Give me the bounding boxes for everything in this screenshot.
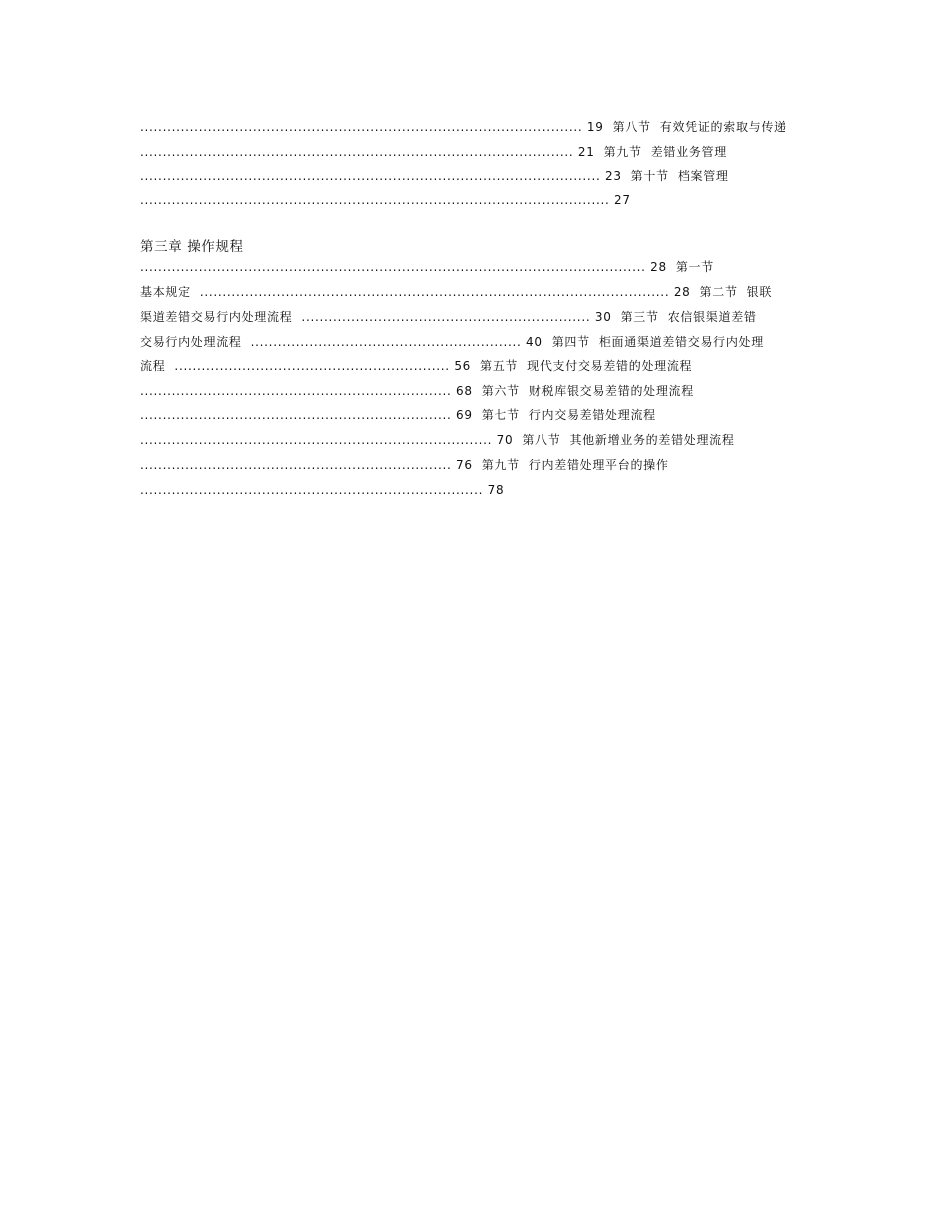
toc-line: ..................................................................... 76 第九节 行内差错处理平台的操作 <box>140 458 669 472</box>
toc-line: 渠道差错交易行内处理流程 ................................................................ 30 第三节 农信银渠道差错 <box>140 310 757 324</box>
toc-line: .............................................................................. 70 第八节 其他新增业务的差错处理流程 <box>140 433 735 447</box>
toc-line: ................................................................................................................ 28 第一节 <box>140 260 714 274</box>
toc-line: .................................................................................................. 19 第八节 有效凭证的索取与传递 <box>140 120 787 134</box>
toc-line: ...................................................................................................... 23 第十节 档案管理 <box>140 169 729 183</box>
toc-line: ............................................................................ 78 <box>140 483 505 497</box>
toc-line: 基本规定 ........................................................................................................ 28 第二节 银联 <box>140 285 773 299</box>
toc-line: 交易行内处理流程 ............................................................ 40 第四节 柜面通渠道差错交易行内处理 <box>140 335 764 349</box>
chapter-heading: 第三章 操作规程 <box>140 239 244 255</box>
toc-line: ........................................................................................................ 27 <box>140 193 631 207</box>
toc-line: ................................................................................................ 21 第九节 差错业务管理 <box>140 145 727 159</box>
toc-line: ..................................................................... 69 第七节 行内交易差错处理流程 <box>140 408 656 422</box>
toc-line: 流程 ............................................................. 56 第五节 现代支付交易差错的处理流程 <box>140 359 693 373</box>
toc-line: ..................................................................... 68 第六节 财税库银交易差错的处理流程 <box>140 384 694 398</box>
